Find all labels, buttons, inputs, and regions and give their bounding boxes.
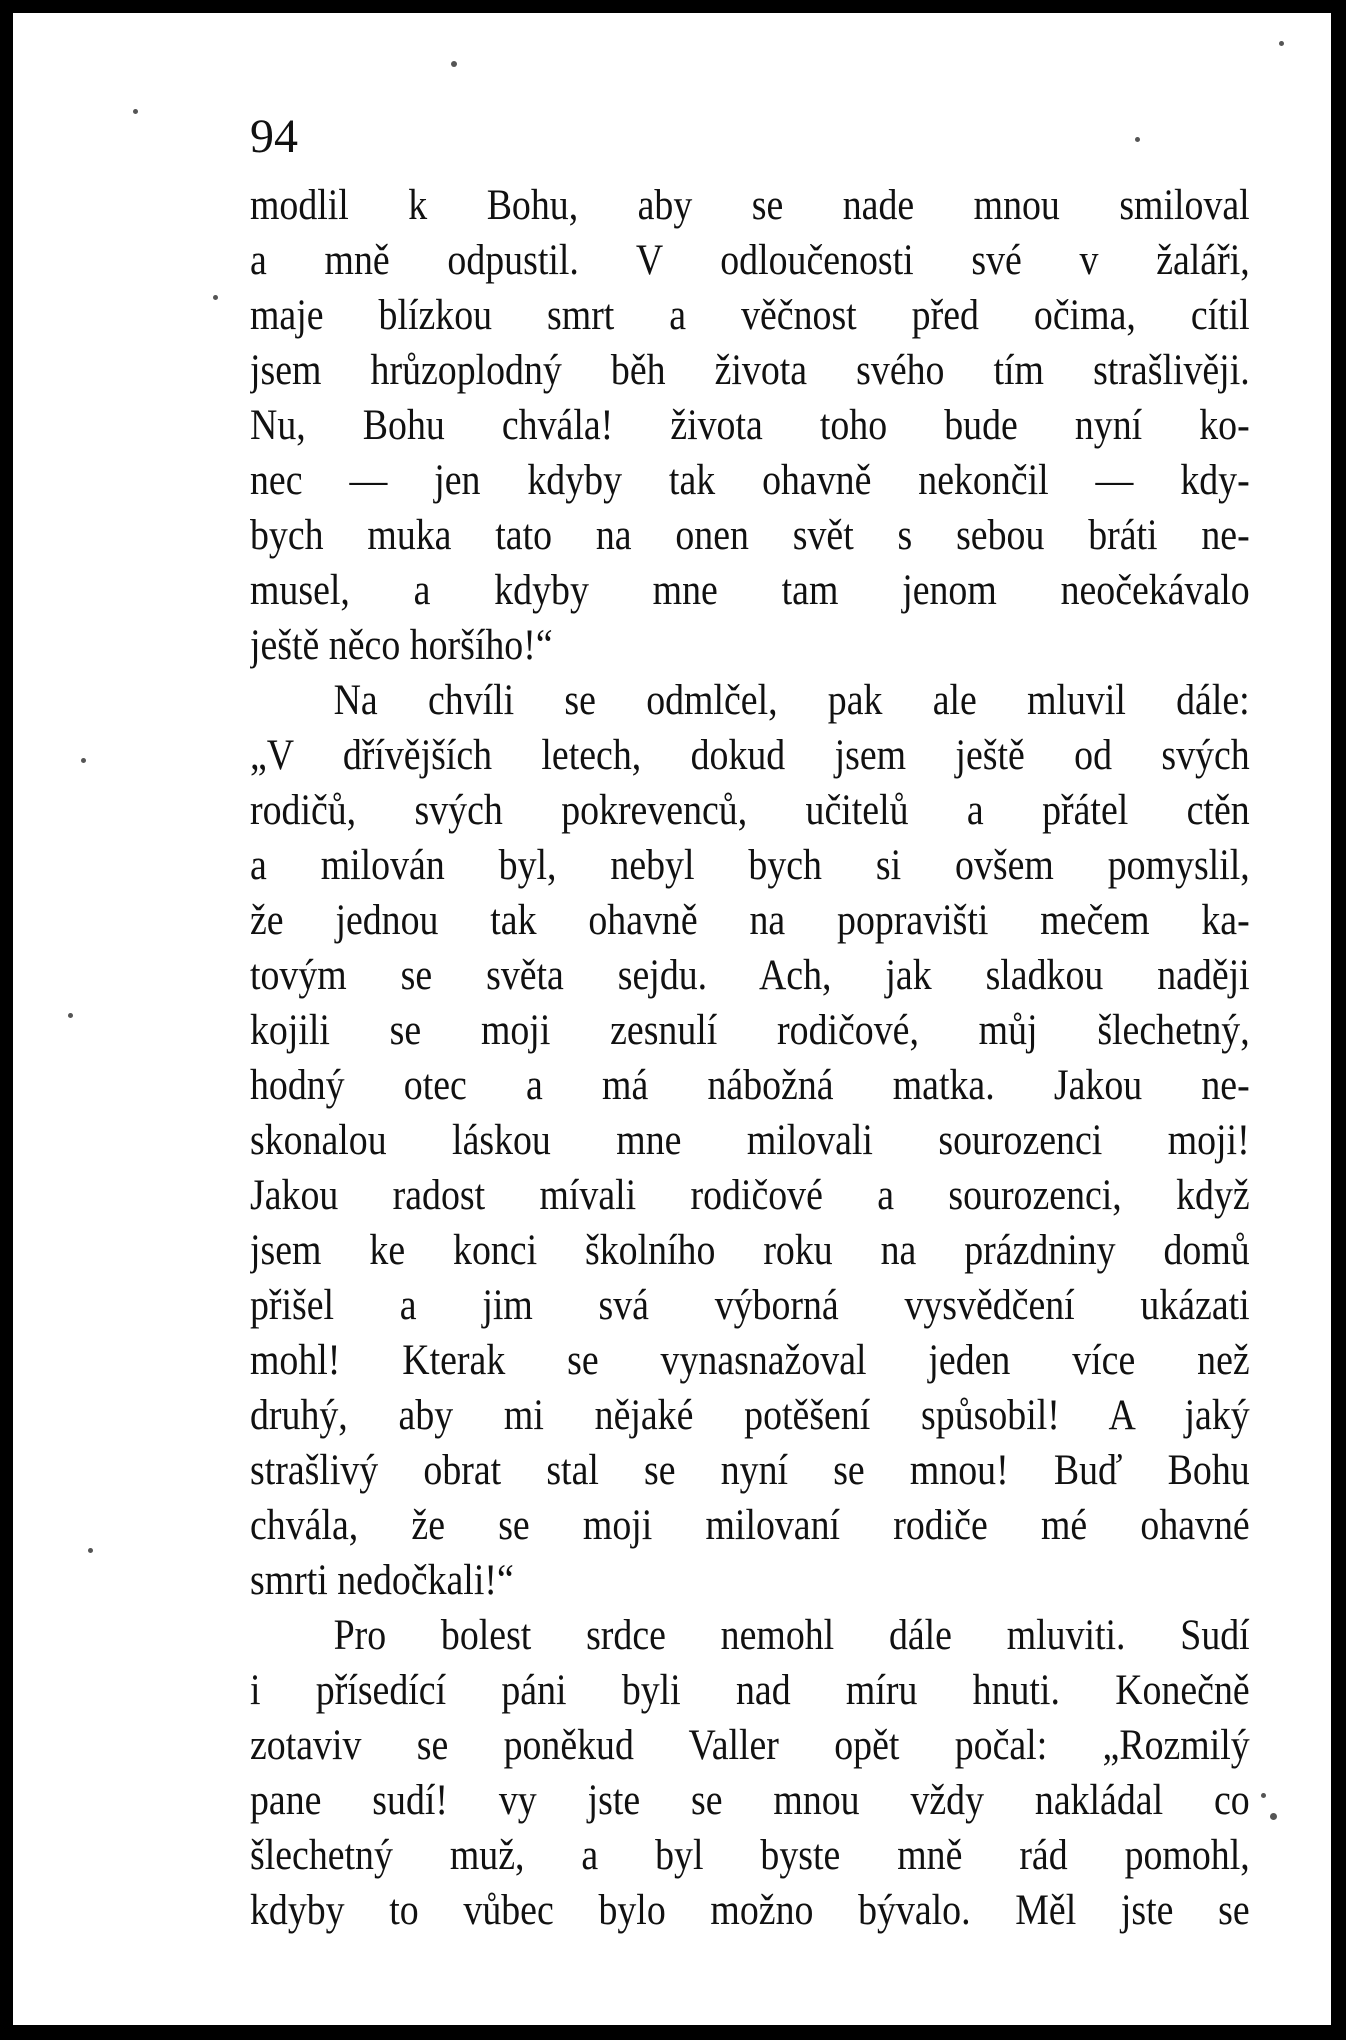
text-line: maje blízkou smrt a věčnost před očima, cítil — [250, 292, 1250, 339]
text-line: a milován byl, nebyl bych si ovšem pomyslil, — [250, 842, 1250, 889]
text-line: musel, a kdyby mne tam jenom neočekávalo — [250, 567, 1250, 614]
text-line: tovým se světa sejdu. Ach, jak sladkou naději — [250, 952, 1250, 999]
text-line: zotaviv se poněkud Valler opět počal: „Rozmilý — [250, 1722, 1250, 1769]
text-line: šlechetný muž, a byl byste mně rád pomohl, — [250, 1832, 1250, 1879]
text-line: modlil k Bohu, aby se nade mnou smiloval — [250, 182, 1250, 229]
page-number: 94 — [250, 110, 298, 163]
text-line: pane sudí! vy jste se mnou vždy nakládal co — [250, 1777, 1250, 1824]
text-line: přišel a jim svá výborná vysvědčení ukázati — [250, 1282, 1250, 1329]
scan-speck — [68, 1013, 73, 1018]
text-line: kojili se moji zesnulí rodičové, můj šlechetný, — [250, 1007, 1250, 1054]
text-line: hodný otec a má nábožná matka. Jakou ne- — [250, 1062, 1250, 1109]
paragraph-start-line: Pro bolest srdce nemohl dále mluviti. Sudí — [333, 1612, 1250, 1659]
scan-speck — [213, 295, 218, 300]
scan-speck — [1279, 41, 1284, 46]
scan-speck — [451, 61, 457, 67]
text-line: smrti nedočkali!“ — [250, 1557, 514, 1604]
scan-speck — [1270, 1813, 1277, 1820]
text-line: mohl! Kterak se vynasnažoval jeden více než — [250, 1337, 1250, 1384]
text-line: Jakou radost mívali rodičové a sourozenci, když — [250, 1172, 1250, 1219]
text-line: jsem hrůzoplodný běh života svého tím strašlivěji. — [250, 347, 1250, 394]
text-line: ještě něco horšího!“ — [250, 622, 553, 669]
text-line: i přísedící páni byli nad míru hnuti. Konečně — [250, 1667, 1250, 1714]
text-line: skonalou láskou mne milovali sourozenci moji! — [250, 1117, 1250, 1164]
text-line: nec — jen kdyby tak ohavně nekončil — kdy- — [250, 457, 1250, 504]
paragraph-start-line: Na chvíli se odmlčel, pak ale mluvil dále: — [333, 677, 1250, 724]
text-line: rodičů, svých pokrevenců, učitelů a přátel ctěn — [250, 787, 1250, 834]
scan-speck — [88, 1548, 93, 1553]
scan-speck — [1261, 1793, 1266, 1798]
body-text — [250, 178, 1250, 1938]
text-line: že jednou tak ohavně na popravišti mečem ka- — [250, 897, 1250, 944]
text-line: strašlivý obrat stal se nyní se mnou! Buď Bohu — [250, 1447, 1250, 1494]
text-line: chvála, že se moji milovaní rodiče mé ohavné — [250, 1502, 1250, 1549]
scan-speck — [133, 109, 138, 114]
text-line: druhý, aby mi nějaké potěšení spůsobil! A jaký — [250, 1392, 1250, 1439]
book-page — [13, 13, 1331, 2025]
text-line: kdyby to vůbec bylo možno bývalo. Měl jste se — [250, 1887, 1250, 1934]
text-line: jsem ke konci školního roku na prázdniny domů — [250, 1227, 1250, 1274]
text-line: Nu, Bohu chvála! života toho bude nyní ko- — [250, 402, 1250, 449]
text-line: „V dřívějších letech, dokud jsem ještě od svých — [250, 732, 1250, 779]
scan-speck — [81, 758, 86, 763]
text-line: a mně odpustil. V odloučenosti své v žaláři, — [250, 237, 1250, 284]
text-line: bych muka tato na onen svět s sebou bráti ne- — [250, 512, 1250, 559]
scan-speck — [1135, 137, 1140, 142]
